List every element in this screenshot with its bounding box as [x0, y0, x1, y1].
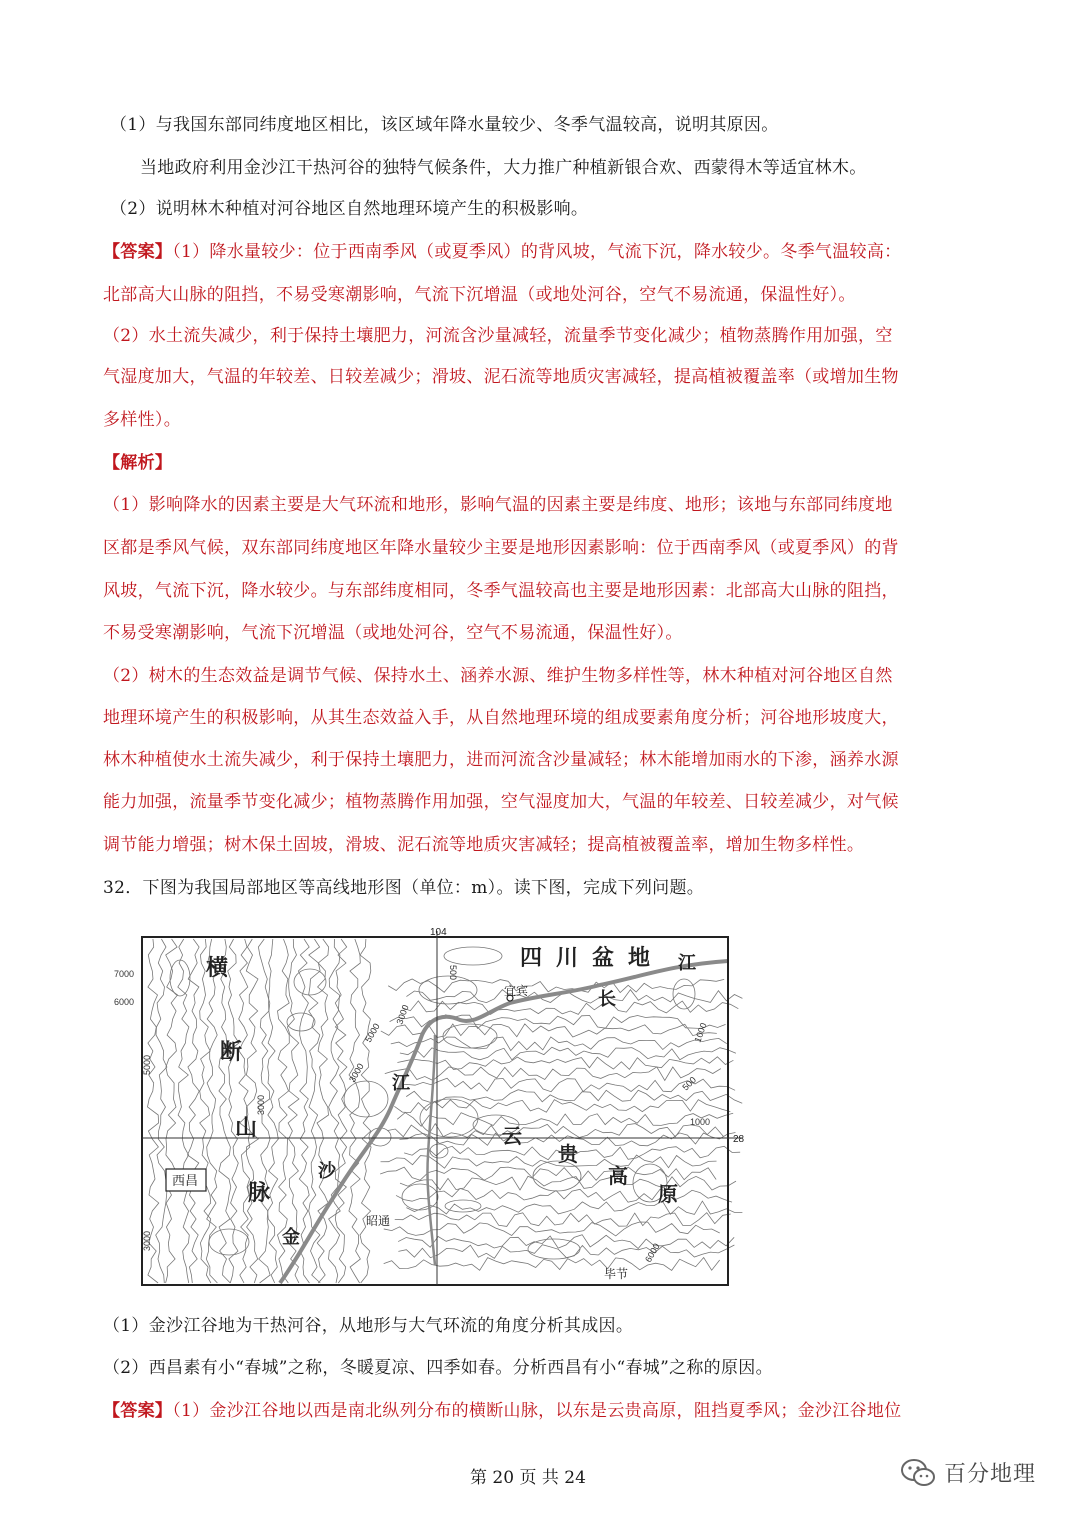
jinsha-char-jiang: 江 [392, 1073, 410, 1094]
text-span: 林木种植使水土流失减少，利于保持土壤肥力，进而河流含沙量减轻；林木能增加雨水的下渗，涵养水源 [103, 750, 899, 770]
section-tag: 【解析】 [103, 453, 173, 473]
question-2 [110, 197, 588, 221]
svg-text:5000: 5000 [142, 1054, 152, 1075]
contour-line [385, 1067, 721, 1081]
analysis-line-4 [103, 621, 683, 645]
yungui-char-4: 原 [658, 1182, 678, 1206]
hengduan-char-1: 横 [206, 955, 229, 981]
question-32-intro [103, 876, 704, 900]
text-span: （2）树木的生态效益是调节气候、保持水土、涵养水源、维护生物多样性等，林木种植对河谷地区自然 [103, 666, 893, 686]
contour-line [228, 939, 239, 1283]
analysis-line-3 [103, 579, 899, 603]
contour-line [156, 939, 167, 1283]
contour-line [394, 1100, 730, 1113]
tributary-river [427, 1035, 435, 1265]
contour-ring [430, 1144, 448, 1158]
text-span: 地理环境产生的积极影响，从其生态效益入手，从自然地理环境的组成要素角度分析；河谷地形坡度大， [103, 708, 899, 728]
section-tag: 【答案】 [103, 1401, 173, 1421]
contour-line [397, 1113, 733, 1127]
hengduan-char-3: 山 [235, 1115, 258, 1141]
contour-line [400, 1047, 736, 1060]
analysis-line-7 [103, 748, 899, 772]
contour-ring [402, 1184, 438, 1210]
svg-text:500: 500 [448, 965, 458, 981]
contour-line [388, 979, 724, 993]
analysis-line-9 [103, 833, 864, 857]
city-xichang: 西昌 [172, 1174, 199, 1189]
contour-ring [419, 976, 477, 1004]
answer-line-4 [103, 365, 899, 389]
text-span: （2）西昌素有小“春城”之称，冬暖夏凉、四季如春。分析西昌有小“春城”之称的原因。 [103, 1358, 773, 1378]
contour-line [349, 939, 361, 1283]
jinsha-char-sha: 沙 [318, 1161, 336, 1182]
text-span: 不易受寒潮影响，气流下沉增温（或地处河谷，空气不易流通，保温性好）。 [103, 623, 683, 643]
question-32-1 [103, 1314, 633, 1338]
text-span: （1）金沙江谷地以西是南北纵列分布的横断山脉，以东是云贵高原，阻挡夏季风；金沙江谷地位 [172, 1401, 902, 1421]
region-title-sichuan-basin: 四川盆地 [520, 945, 665, 971]
changjiang-char-jiang: 江 [678, 953, 696, 974]
contour-ring [209, 1229, 249, 1255]
analysis-line-6 [103, 706, 899, 730]
text-span: 32．下图为我国局部地区等高线地形图（单位：m）。读下图，完成下列问题。 [103, 878, 705, 898]
answer-line-3 [103, 324, 893, 348]
answer-line-5 [103, 408, 181, 432]
text-span: 区都是季风气候，双东部同纬度地区年降水量较少主要是地形因素影响：位于西南季风（或夏季风）的背 [103, 538, 899, 558]
yungui-char-3: 高 [608, 1164, 628, 1188]
contour-line [391, 1037, 727, 1051]
contour-line [398, 1235, 734, 1249]
contour-ring [443, 1024, 497, 1048]
yungui-char-1: 云 [502, 1124, 522, 1148]
contour-line [317, 939, 329, 1283]
contour-line [381, 1024, 717, 1038]
question-32-2 [103, 1356, 773, 1380]
contour-line [268, 939, 279, 1283]
contour-line [188, 939, 200, 1283]
section-tag: 【答案】 [103, 242, 173, 262]
text-span: 北部高大山脉的阻挡，不易受寒潮影响，气流下沉增温（或地处河谷，空气不易流通，保温性好）。 [103, 285, 856, 305]
hengduan-char-2: 断 [220, 1039, 243, 1065]
text-span: （2）水土流失减少，利于保持土壤肥力，河流含沙量减轻，流量季节变化减少；植物蒸腾作用加强，空 [103, 326, 893, 346]
analysis-line-8 [103, 790, 899, 814]
svg-text:1000: 1000 [692, 1021, 709, 1044]
answer-32-line-1 [103, 1399, 901, 1423]
svg-text:3000: 3000 [347, 1061, 366, 1084]
text-span: （1）与我国东部同纬度地区相比，该区域年降水量较少、冬季气温较高，说明其原因。 [110, 115, 779, 135]
contour-ring [344, 1081, 388, 1117]
analysis-line-2 [103, 536, 899, 560]
city-bijie: 毕节 [604, 1267, 629, 1281]
answer-line-2 [103, 283, 856, 307]
text-span: （1）降水量较少：位于西南季风（或夏季风）的背风坡，气流下沉，降水较少。冬季气温较高： [172, 242, 902, 262]
yungui-char-2: 贵 [558, 1142, 578, 1166]
text-span: 当地政府利用金沙江干热河谷的独特气候条件，大力推广种植新银合欢、西蒙得木等适宜林木。 [140, 158, 867, 178]
contour-line [380, 1167, 716, 1181]
question-1 [110, 113, 779, 137]
text-span: 多样性）。 [103, 410, 181, 430]
analysis-heading [103, 451, 172, 475]
contour-lines [148, 939, 743, 1283]
watermark [900, 1457, 1036, 1488]
longitude-label: 104 [430, 927, 447, 938]
page-number-footer: 第 20 页 共 24 [470, 1468, 586, 1488]
wechat-icon [900, 1458, 936, 1488]
latitude-label: 28 [733, 1134, 745, 1145]
contour-ring [444, 947, 502, 965]
jinsha-char-jin: 金 [282, 1227, 300, 1248]
contour-ring [673, 979, 695, 1009]
contour-line [219, 939, 231, 1283]
contour-line [200, 939, 211, 1283]
text-span: 能力加强，流量季节变化减少；植物蒸腾作用加强，空气湿度加大，气温的年较差、日较差减少，对气候 [103, 792, 899, 812]
svg-text:6000: 6000 [643, 1241, 662, 1264]
svg-text:7000: 7000 [114, 969, 135, 979]
svg-text:1000: 1000 [690, 1117, 711, 1127]
text-span: 风坡，气流下沉，降水较少。与东部纬度相同，冬季气温较高也主要是地形因素：北部高大山脉的阻挡， [103, 581, 899, 601]
contour-line [406, 1201, 742, 1214]
contour-map [114, 925, 760, 1290]
svg-text:500: 500 [680, 1074, 699, 1093]
contour-line [206, 939, 217, 1283]
svg-text:3000: 3000 [394, 1003, 411, 1026]
contour-line [384, 1222, 720, 1236]
contour-line [395, 1213, 731, 1227]
text-span: （1）金沙江谷地为干热河谷，从地形与大气环流的角度分析其成因。 [103, 1316, 634, 1336]
hengduan-char-4: 脉 [248, 1180, 271, 1206]
city-yibin: 宜宾 [504, 984, 529, 998]
intro-paragraph [140, 156, 867, 180]
answer-line-1 [103, 240, 901, 264]
contour-value-labels [114, 965, 710, 1264]
contour-ring [445, 1200, 481, 1212]
watermark-text: 百分地理 [944, 1462, 1037, 1487]
changjiang-char-chang: 长 [598, 989, 616, 1010]
contour-line [166, 939, 178, 1283]
text-span: （2）说明林木种植对河谷地区自然地理环境产生的积极影响。 [110, 199, 589, 219]
svg-text:6000: 6000 [114, 997, 135, 1007]
contour-line [398, 1245, 734, 1259]
analysis-line-5 [103, 664, 893, 688]
svg-text:3000: 3000 [142, 1230, 152, 1251]
contour-line [298, 939, 309, 1283]
svg-text:5000: 5000 [363, 1021, 382, 1044]
text-span: 调节能力增强；树木保土固坡，滑坡、泥石流等地质灾害减轻；提高植被覆盖率，增加生物多样性。 [103, 835, 865, 855]
text-span: 气湿度加大，气温的年较差、日较差减少；滑坡、泥石流等地质灾害减轻，提高植被覆盖率（或增加生物 [103, 367, 899, 387]
svg-text:3000: 3000 [256, 1094, 266, 1115]
city-zhaotong: 昭通 [366, 1214, 391, 1228]
text-span: （1）影响降水的因素主要是大气环流和地形，影响气温的因素主要是纬度、地形；该地与东部同纬度地 [103, 495, 893, 515]
analysis-line-1 [103, 493, 893, 517]
contour-line [360, 939, 371, 1283]
contour-line [406, 1090, 742, 1104]
